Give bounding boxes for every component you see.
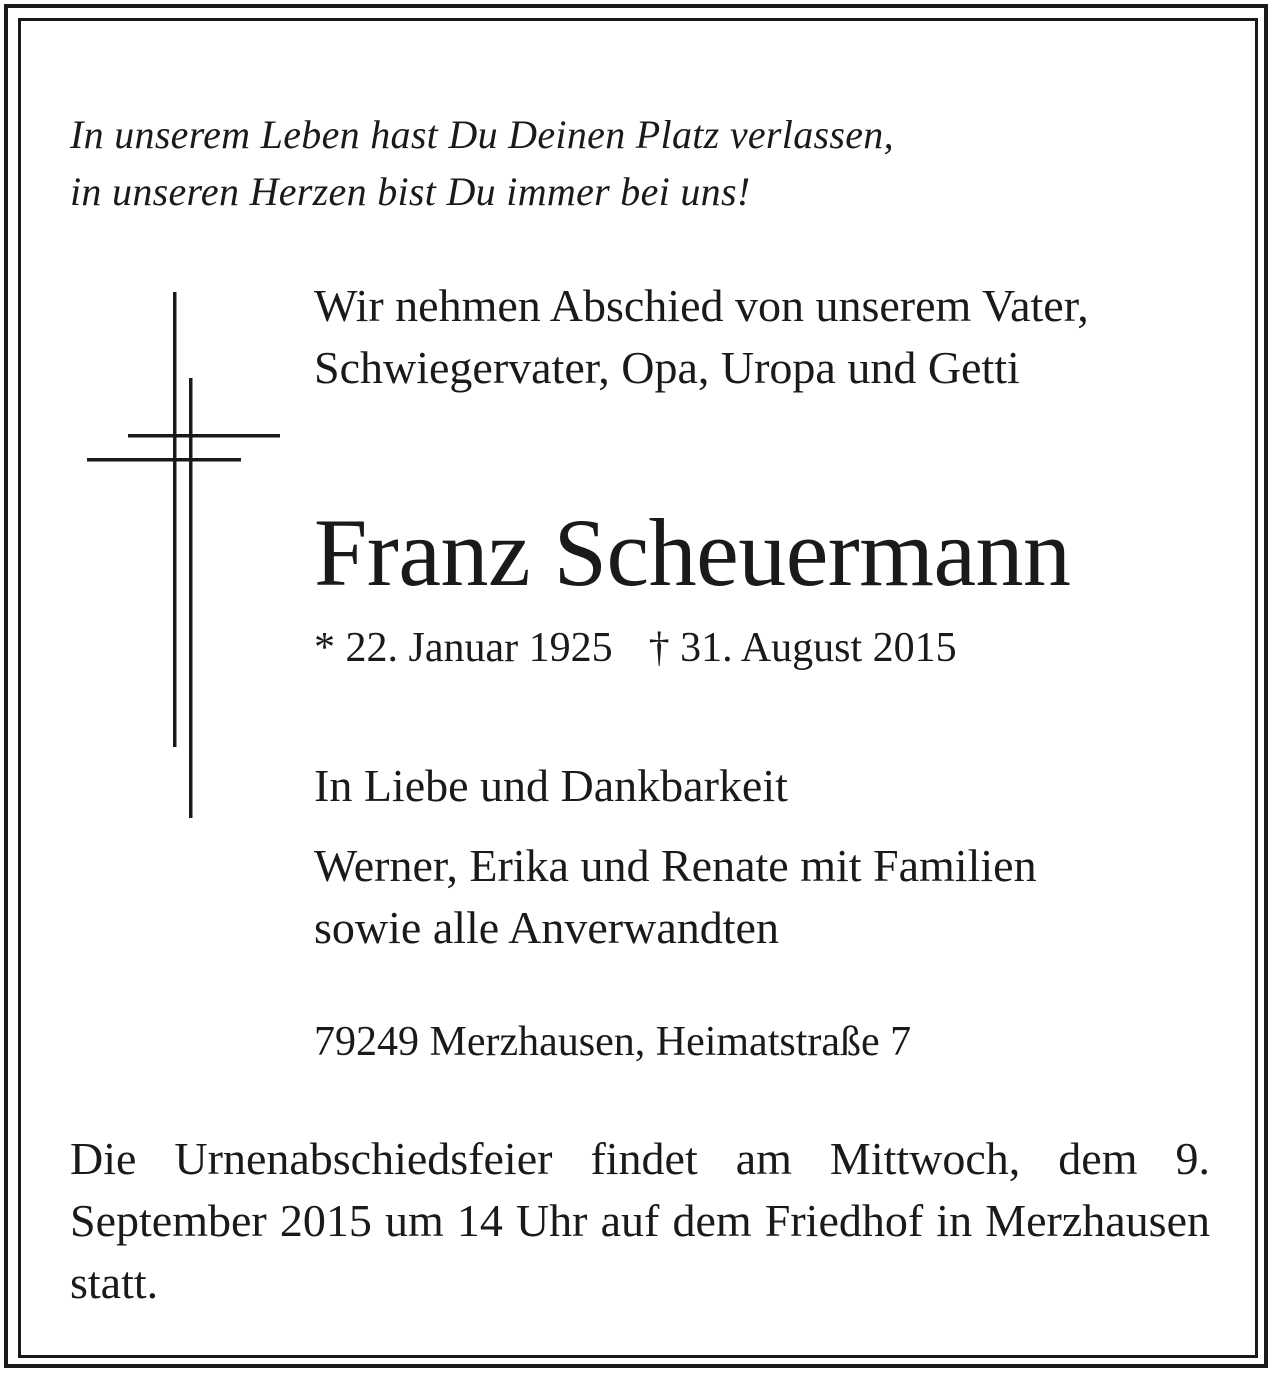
closing-phrase: In Liebe und Dankbarkeit	[314, 760, 788, 811]
life-dates	[314, 620, 957, 676]
farewell-intro	[314, 275, 1089, 399]
intro-line-1: Wir nehmen Abschied von unserem Vater,	[314, 280, 1089, 331]
birth-date: * 22. Januar 1925	[314, 625, 613, 671]
motto-line-2: in unseren Herzen bist Du immer bei uns!	[70, 169, 751, 214]
cross-icon	[84, 292, 284, 822]
motto-verse	[70, 106, 894, 220]
mourners-line-1: Werner, Erika und Renate mit Familien	[314, 840, 1037, 891]
intro-line-2: Schwiegervater, Opa, Uropa und Getti	[314, 342, 1020, 393]
address: 79249 Merzhausen, Heimatstraße 7	[314, 1019, 912, 1065]
deceased-name: Franz Scheuermann	[314, 499, 1071, 606]
death-date: † 31. August 2015	[648, 625, 957, 671]
service-notice: Die Urnenabschiedsfeier findet am Mittwoch, dem 9. September 2015 um 14 Uhr auf dem Friedhof in Merzhausen statt.	[70, 1133, 1210, 1308]
motto-line-1: In unserem Leben hast Du Deinen Platz verlassen,	[70, 112, 894, 157]
mourners-line-2: sowie alle Anverwandten	[314, 902, 779, 953]
mourners	[314, 835, 1037, 959]
